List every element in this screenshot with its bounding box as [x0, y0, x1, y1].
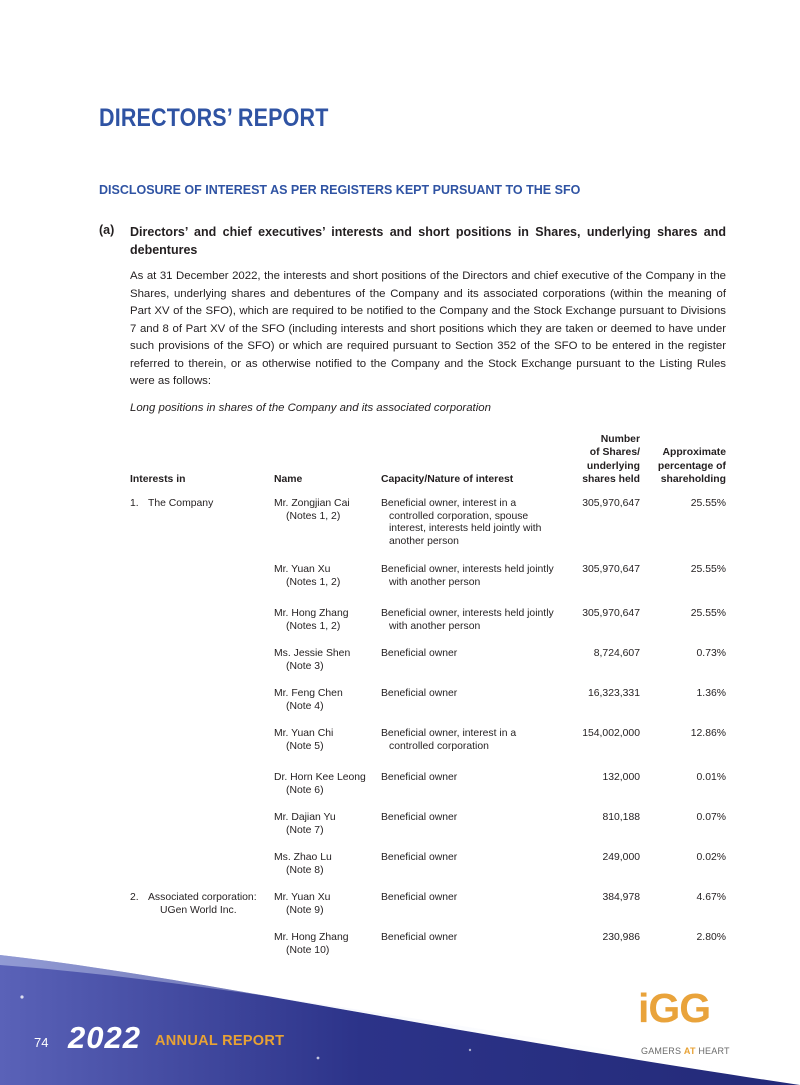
header-percentage — [640, 430, 726, 486]
cell-name — [274, 772, 379, 797]
logo-wordmark: iGG — [638, 985, 711, 1031]
header-capacity: Capacity/Nature of interest — [381, 473, 514, 485]
header-shares-line: Number — [600, 434, 640, 446]
header-shares-line: underlying — [586, 460, 640, 472]
cell-shares: 16,323,331 — [587, 688, 640, 699]
footer-report-label: ANNUAL REPORT — [155, 1033, 285, 1049]
cell-shares: 249,000 — [602, 852, 640, 863]
director-name: Mr. Hong Zhang — [274, 608, 349, 619]
capacity-line: Beneficial owner, interest in a — [381, 498, 517, 509]
footer-year: 2022 — [68, 1020, 141, 1055]
cell-percentage: 0.73% — [696, 648, 726, 659]
director-name: Mr. Zongjian Cai — [274, 498, 350, 509]
cell-name — [274, 498, 379, 523]
cell-shares: 132,000 — [602, 772, 640, 783]
logo-tagline — [641, 1046, 730, 1056]
header-percentage-line: Approximate — [662, 447, 726, 459]
capacity-line: Beneficial owner — [381, 892, 458, 903]
capacity-line: Beneficial owner, interests held jointly — [381, 564, 554, 575]
note-reference: (Note 7) — [286, 824, 324, 836]
header-shares-line: shares held — [582, 473, 640, 485]
note-reference: (Notes 1, 2) — [286, 510, 341, 522]
director-name: Mr. Yuan Xu — [274, 892, 331, 903]
cell-name — [274, 852, 379, 877]
interest-label — [148, 498, 276, 511]
cell-percentage: 25.55% — [690, 564, 726, 575]
capacity-line: Beneficial owner, interests held jointly — [381, 608, 554, 619]
intro-paragraph: As at 31 December 2022, the interests and short positions of the Directors and chief executive of the Company in the Shares, underlying shares and debentures of the Company and its associated corporations (within the meaning of Part XV of the SFO), which are required to be notified to the Company and the Stock Exchange pursuant to Divisions 7 and 8 of Part XV of the SFO (including interests and short positions which they are taken or deemed to have under such provisions of the SFO) or which are required pursuant to Section 352 of the SFO to be entered in the register referred to therein, or as otherwise notified to the Company and the Stock Exchange pursuant to the Listing Rules were as follows: — [130, 270, 726, 387]
cell-capacity — [381, 728, 561, 753]
director-name: Mr. Feng Chen — [274, 688, 343, 699]
tagline-word: HEART — [698, 1046, 730, 1056]
cell-capacity — [381, 772, 561, 785]
cell-capacity — [381, 498, 561, 548]
company-logo — [638, 985, 743, 1045]
note-reference: (Notes 1, 2) — [286, 620, 341, 632]
cell-capacity — [381, 648, 561, 661]
note-reference: (Note 10) — [286, 944, 330, 956]
table-caption: Long positions in shares of the Company and its associated corporation — [130, 402, 491, 414]
page-title: DIRECTORS’ REPORT — [99, 104, 329, 132]
capacity-line: Beneficial owner — [381, 852, 458, 863]
cell-name — [274, 892, 379, 917]
capacity-line: Beneficial owner — [381, 688, 458, 699]
cell-percentage: 1.36% — [696, 688, 726, 699]
header-shares — [550, 430, 640, 486]
header-name: Name — [274, 473, 303, 485]
cell-percentage: 25.55% — [690, 498, 726, 509]
capacity-line: Beneficial owner — [381, 648, 458, 659]
capacity-continuation: with another person — [389, 620, 481, 632]
capacity-line: Beneficial owner — [381, 932, 458, 943]
note-reference: (Note 8) — [286, 864, 324, 876]
cell-name — [274, 564, 379, 589]
cell-percentage: 4.67% — [696, 892, 726, 903]
cell-name — [274, 648, 379, 673]
note-reference: (Notes 1, 2) — [286, 576, 341, 588]
cell-shares: 8,724,607 — [593, 648, 640, 659]
note-reference: (Note 6) — [286, 784, 324, 796]
tagline-word: GAMERS — [641, 1046, 682, 1056]
cell-capacity — [381, 812, 561, 825]
cell-shares: 810,188 — [602, 812, 640, 823]
section-heading: DISCLOSURE OF INTEREST AS PER REGISTERS KEPT PURSUANT TO THE SFO — [99, 183, 581, 197]
director-name: Ms. Jessie Shen — [274, 648, 351, 659]
capacity-line: Beneficial owner, interest in a — [381, 728, 517, 739]
cell-percentage: 0.02% — [696, 852, 726, 863]
header-interests-in: Interests in — [130, 473, 186, 485]
subsection-heading: Directors’ and chief executives’ interests and short positions in Shares, underlying shares and debentures — [130, 225, 726, 257]
cell-capacity — [381, 564, 561, 589]
director-name: Ms. Zhao Lu — [274, 852, 332, 863]
cell-shares: 305,970,647 — [582, 608, 640, 619]
director-name: Dr. Horn Kee Leong — [274, 772, 366, 783]
header-percentage-line: percentage of — [657, 460, 726, 472]
director-name: Mr. Dajian Yu — [274, 812, 336, 823]
subsection-marker: (a) — [99, 223, 115, 237]
cell-shares: 154,002,000 — [582, 728, 640, 739]
director-name: Mr. Yuan Chi — [274, 728, 334, 739]
row-index: 1. — [130, 498, 139, 509]
capacity-line: Beneficial owner — [381, 812, 458, 823]
cell-shares: 384,978 — [602, 892, 640, 903]
capacity-line: Beneficial owner — [381, 772, 458, 783]
cell-percentage: 25.55% — [690, 608, 726, 619]
capacity-continuation: controlled corporation, spouse interest, interests held jointly with another person — [389, 510, 542, 547]
page-number: 74 — [34, 1035, 49, 1050]
director-name: Mr. Yuan Xu — [274, 564, 331, 575]
cell-name — [274, 688, 379, 713]
director-name: Mr. Hong Zhang — [274, 932, 349, 943]
header-percentage-line: shareholding — [660, 473, 726, 485]
cell-capacity — [381, 892, 561, 905]
capacity-continuation: controlled corporation — [389, 740, 489, 752]
cell-name — [274, 728, 379, 753]
note-reference: (Note 4) — [286, 700, 324, 712]
row-index: 2. — [130, 892, 139, 903]
header-shares-line: of Shares/ — [589, 447, 640, 459]
cell-percentage: 0.07% — [696, 812, 726, 823]
interest-label — [148, 892, 276, 917]
cell-capacity — [381, 688, 561, 701]
cell-capacity — [381, 852, 561, 865]
note-reference: (Note 3) — [286, 660, 324, 672]
cell-name — [274, 812, 379, 837]
interest-line: Associated corporation: — [148, 892, 257, 903]
capacity-continuation: with another person — [389, 576, 481, 588]
cell-shares: 230,986 — [602, 932, 640, 943]
cell-percentage: 2.80% — [696, 932, 726, 943]
note-reference: (Note 5) — [286, 740, 324, 752]
cell-shares: 305,970,647 — [582, 498, 640, 509]
interest-line: UGen World Inc. — [160, 904, 237, 916]
cell-name — [274, 608, 379, 633]
cell-percentage: 0.01% — [696, 772, 726, 783]
cell-capacity — [381, 608, 561, 633]
tagline-word: AT — [683, 1046, 696, 1056]
cell-percentage: 12.86% — [690, 728, 726, 739]
cell-shares: 305,970,647 — [582, 564, 640, 575]
interest-line: The Company — [148, 498, 214, 509]
note-reference: (Note 9) — [286, 904, 324, 916]
